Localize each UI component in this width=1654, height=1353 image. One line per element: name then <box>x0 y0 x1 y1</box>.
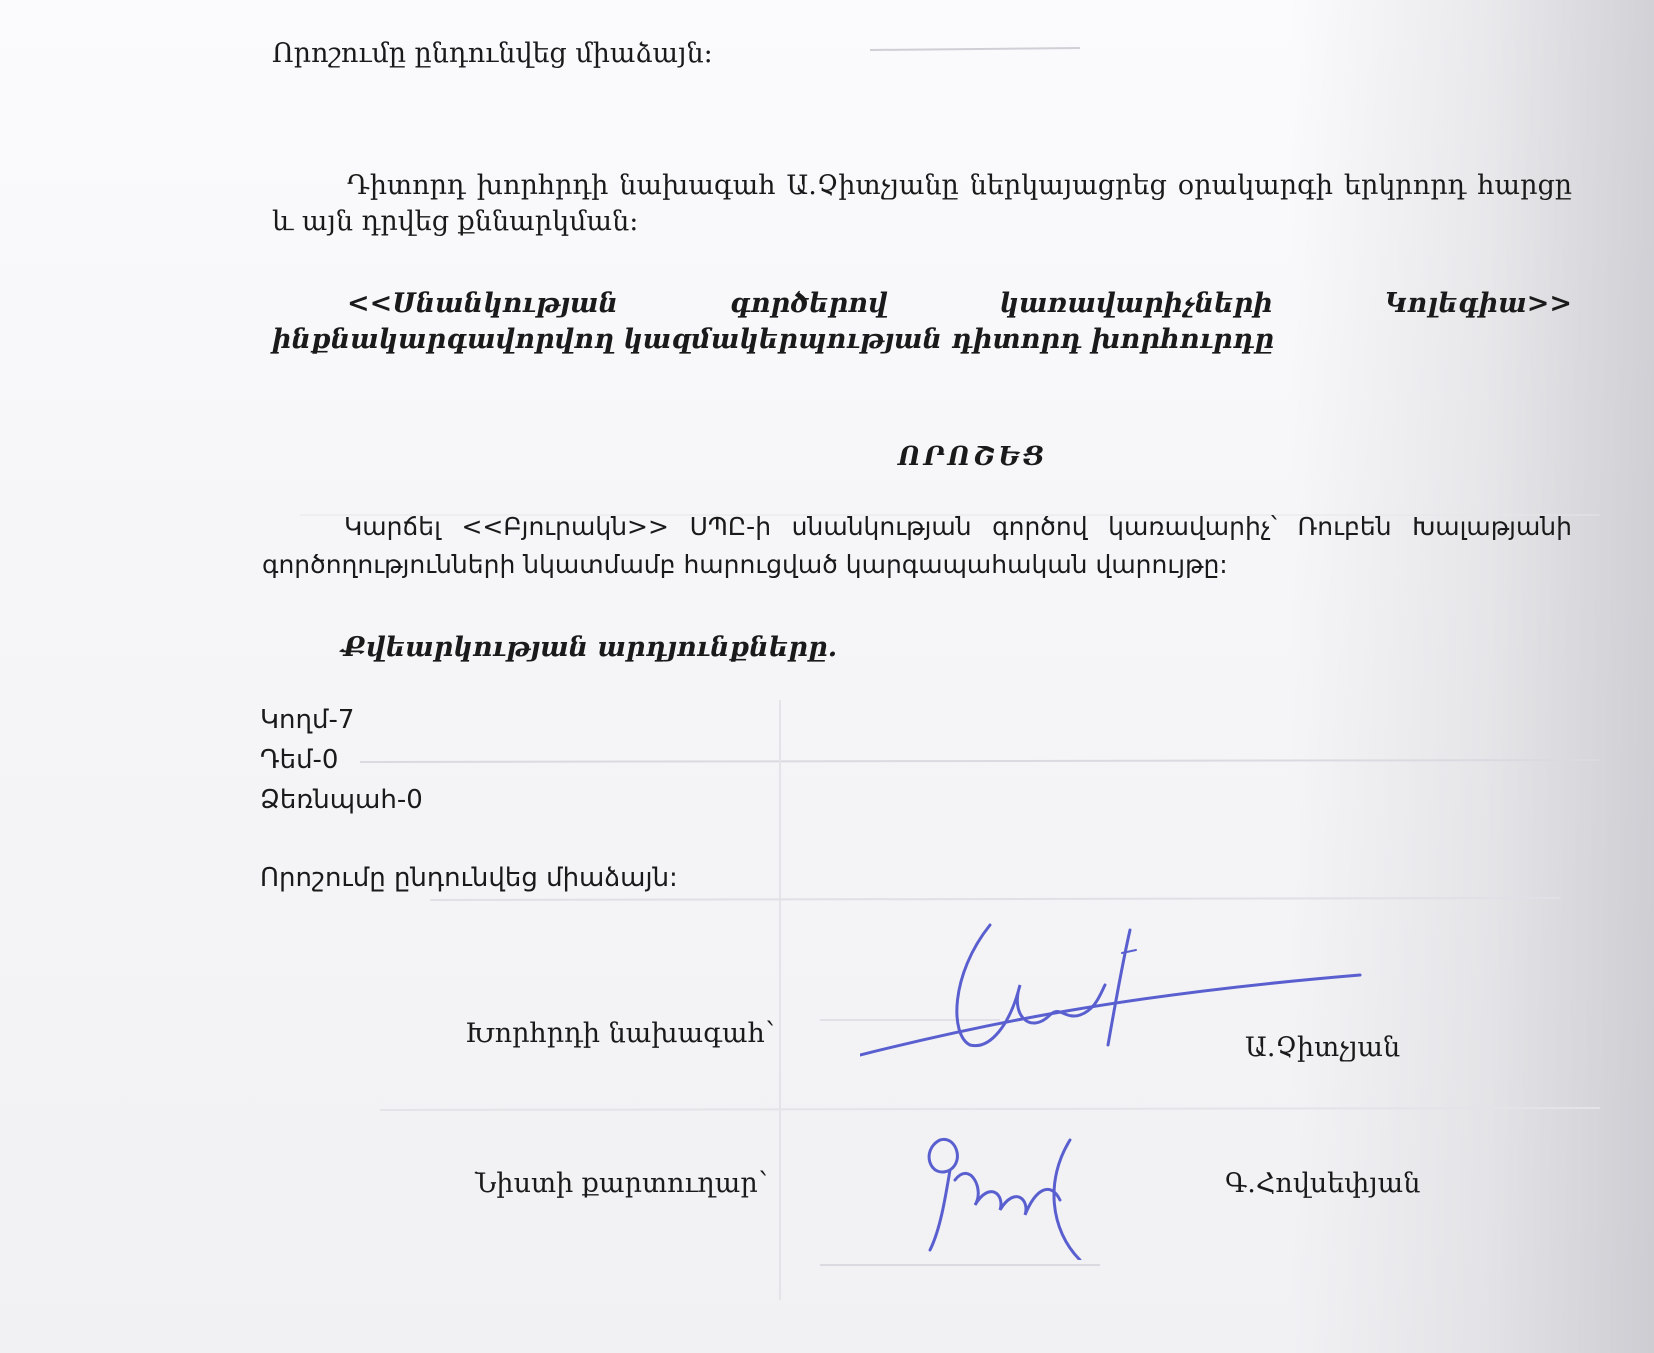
secretary-name: Գ.Հովսեփյան <box>1225 1168 1421 1199</box>
chairman-name: Ա.Չիտչյան <box>1245 1032 1401 1063</box>
chairman-role: Խորհրդի նախագահ՝ <box>465 1018 775 1049</box>
vote-for: Կողմ-7 <box>260 705 355 735</box>
vote-against: Դեմ-0 <box>260 745 339 775</box>
decision-accepted-text-2: Որոշումը ընդունվեց միաձայն: <box>260 863 678 893</box>
secretary-role: Նիստի քարտուղար՝ <box>475 1168 768 1199</box>
agenda-item: <<Սնանկության գործերով կառավարիչների Կոլեգիա>> ինքնակարգավորվող կազմակերպության դիտորդ խորհուրդը <box>272 288 1572 355</box>
intro-paragraph: Դիտորդ խորհրդի նախագահ Ա.Չիտչյանը ներկայացրեց օրակարգի երկրորդ հարցը և այն դրվեց քննարկման: <box>272 170 1572 237</box>
secretary-signature <box>910 1120 1130 1260</box>
resolution-text: Կարճել <<Բյուրակն>> ՍՊԸ-ի սնանկության գործով կառավարիչ՝ Ռուբեն Խալաթյանի գործողությունների նկատմամբ հարուցված կարգապահական վարույթը: <box>262 512 1572 579</box>
decision-accepted-text-1: Որոշումը ընդունվեց միաձայն: <box>272 38 713 69</box>
voting-results-label: Քվեարկության արդյունքները. <box>342 632 838 663</box>
resolution-heading: ՈՐՈՇԵՑ <box>898 442 1048 472</box>
vote-abstain: Ձեռնպահ-0 <box>260 785 423 815</box>
